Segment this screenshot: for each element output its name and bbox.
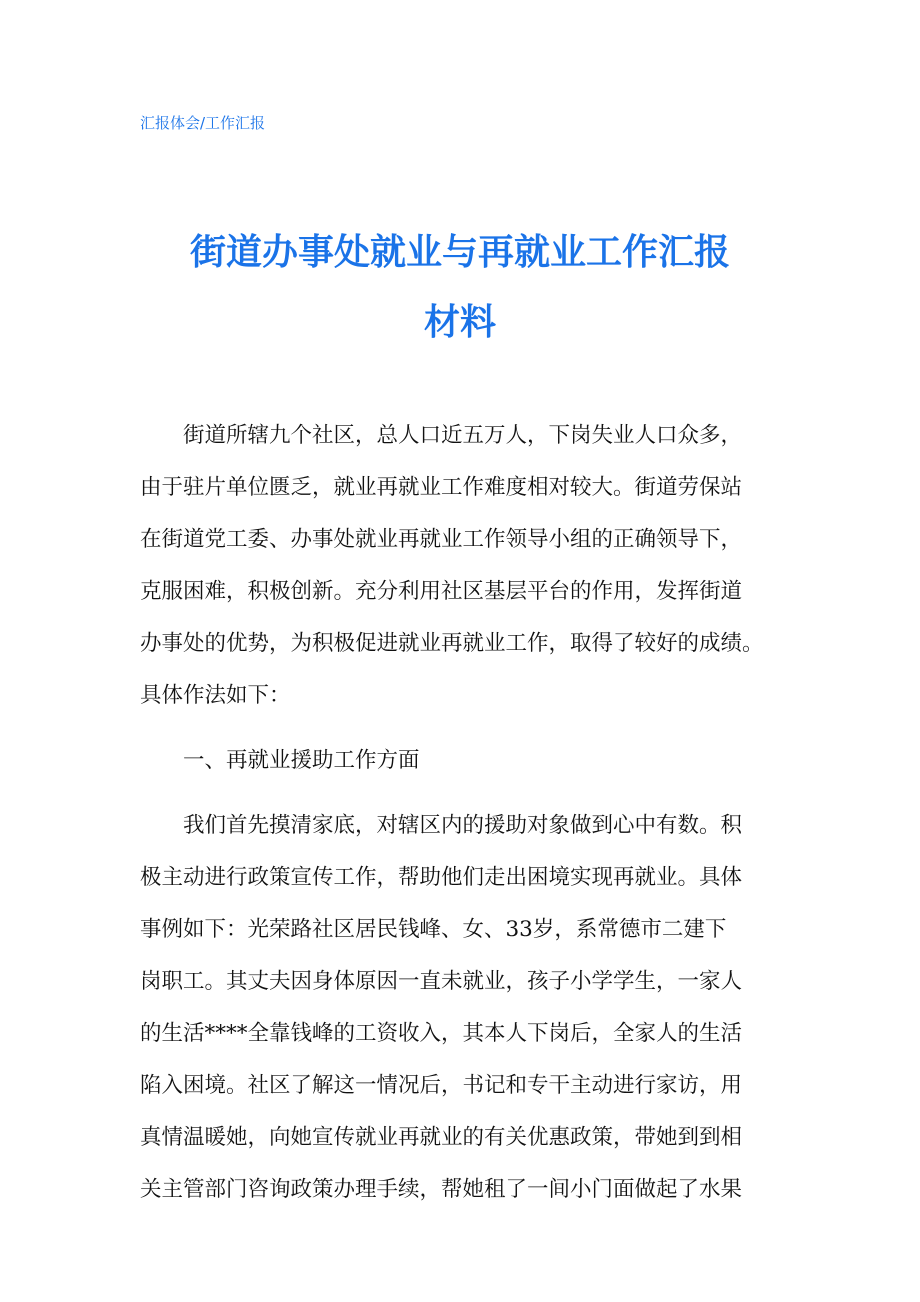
paragraph-example: [140, 800, 780, 1216]
text-line: 的生活****全靠钱峰的工资收入，其本人下岗后，全家人的生活: [140, 1021, 743, 1046]
paragraph-intro: [140, 410, 780, 722]
text-line: 在街道党工委、办事处就业再就业工作领导小组的正确领导下，: [140, 527, 743, 552]
text-line: 克服困难，积极创新。充分利用社区基层平台的作用，发挥街道: [140, 579, 743, 604]
title-line: 街道办事处就业与再就业工作汇报: [189, 232, 730, 273]
text-line: 具体作法如下：: [140, 683, 291, 708]
text-line: 事例如下：光荣路社区居民钱峰、女、33岁，系常德市二建下: [140, 917, 727, 942]
document-body: [140, 410, 780, 1216]
text-line: 街道所辖九个社区，总人口近五万人，下岗失业人口众多，: [183, 423, 743, 448]
text-line: 陷入困境。社区了解这一情况后，书记和专干主动进行家访，用: [140, 1073, 743, 1098]
section-heading: 一、再就业援助工作方面: [183, 748, 420, 773]
category-breadcrumb: 汇报体会/工作汇报: [140, 114, 266, 132]
section-heading-paragraph: [140, 735, 780, 787]
text-line: 极主动进行政策宣传工作，帮助他们走出困境实现再就业。具体: [140, 865, 743, 890]
text-line: 真情温暖她，向她宣传就业再就业的有关优惠政策，带她到到相: [140, 1125, 743, 1150]
text-line: 由于驻片单位匮乏，就业再就业工作难度相对较大。街道劳保站: [140, 475, 743, 500]
text-line: 关主管部门咨询政策办理手续，帮她租了一间小门面做起了水果: [140, 1177, 743, 1202]
text-line: 我们首先摸清家底，对辖区内的援助对象做到心中有数。积: [183, 813, 743, 838]
title-line: 材料: [423, 302, 496, 343]
document-title: [120, 218, 800, 358]
text-line: 办事处的优势，为积极促进就业再就业工作，取得了较好的成绩。: [140, 631, 764, 656]
text-line: 岗职工。其丈夫因身体原因一直未就业，孩子小学学生，一家人: [140, 969, 743, 994]
